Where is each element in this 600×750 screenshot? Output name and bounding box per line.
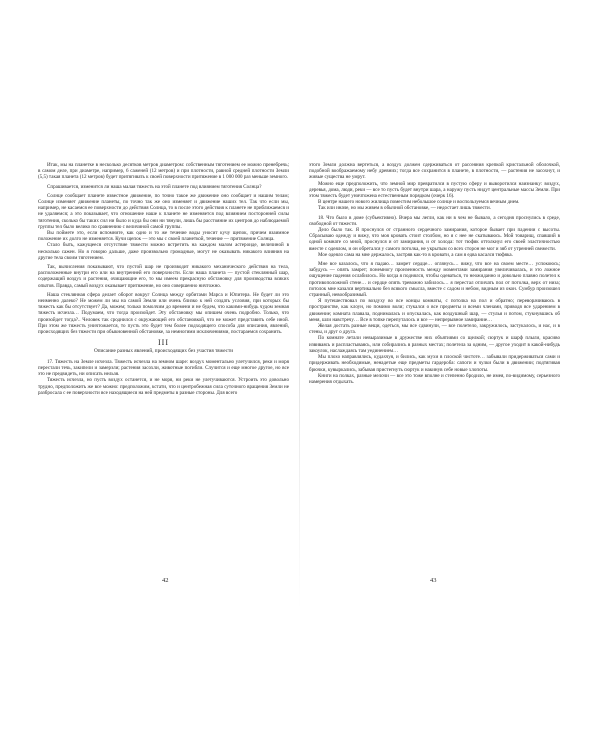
paragraph: Мое одеяло сама на мне держалось, застряв как-то в кровати, а сам я едва касался тюфяка. (318, 251, 513, 258)
paragraph: Можно еще предположить, что земной мир превратился в пустую сферу и выворотился наизнанку: воздух, деревья, дома, люди, реки — все то пусть будет внутри шара, а наружу пусть нидут центральные массы Земли. При этом тяжесть будет уничтожена естественным порядком (очерк 16). (309, 180, 560, 200)
paragraph: Тяжесть исчезла, но пусть воздух останется, и не моря, ни реки не улетучиваются. Устроить это довольно трудно, предположить же все можно: предположим, кстати, что и центробежная сила суточного вращения Земли не разбросала с ее поверхности все находящиеся на ней предметы в разные стороны. Для всего (38, 377, 289, 396)
page-number-left: 42 (162, 577, 169, 584)
paragraph: Мы плохо направлялись, кудахчуя, и бились, как мухи в плоской чистоте… забывали придерживаться сами и придерживать необходимые, ненадетые еще предметы гардероба: сапоги и чулки были в движении; подтягивая брючки, кувыркались, забывая пристегнуть сюртук и накинув себе новые хлопоты. (309, 354, 560, 373)
paragraph: Я путешествовал по воздуху во все концы комнаты, с потолка на пол и обратно; переворачиваюсь в пространстве, как клоун, но помимо воли; стукался о все предметы и всеми членами, приводя все ударением в движение; комната плавала, поднималась и опускалась, как воздушный шар, — стулья и потом, стукнувшись об меня, шли навстречу… Все в топке перепуталось и все — непрерывное замирание… (309, 298, 560, 323)
paragraph: В центре нашего нового жилища поместим небольшое солнце и воспользуемся вечным днем. (318, 199, 520, 206)
paragraph: Желая достать разные вещи, одеться, мы все сдвинули, — все полетело, закружилось, застукалось, и нас, и в стены, и друг о друга. (309, 323, 560, 336)
paragraph: Солнце сообщает планете известное движение, по точно такое же движение оно сообщает и нашим телам; Солнце изменяет движение планеты, по точно так же оно изменяет и движение наших тел. Так что если мы, например, не касаемся ее поверхности до действия Солнца, то в после этого действия к планете не приближаемся и не удаляемся; а это показывает, что отношение наше к планете не изменяется под влиянием посторонней силы тяготения, сколько бы таких сил ни было и куда бы они ни тянули, лишь бы расстояние их центров до наблюдаемой группы тел было велико по сравнению с величиной самой группы. (38, 192, 289, 230)
paragraph: Итак, мы на планетке в несколько десятков метров диаметром: собственным тяготением ее можно пренебречь; в самом деле, при диаметре, например, 6 саженей (12 метров) и при плотности, равной средней плотности Земли (5,5) такая планета (12 метров) будет притягивать к своей поверхности притяжение в 1 000 000 раз меньше земного. (38, 162, 289, 181)
page-number-right: 43 (430, 577, 437, 584)
paragraph: По комнате летали невыразимые в дружестве них объятиями со щелкой; сюртук и шарф плыли, красиво извиваясь и распластываясь, или собирались в разных местах; полетела за одним, — другое уходит в какой-нибудь закоулок, наслаждаясь там уединением… (309, 335, 560, 354)
paragraph: Книги на полках, разные мелочи — все это тоже вполне и степенно бродило, не имея, по-видимому, серьезного намерения отдыхать. (309, 372, 560, 385)
right-page (309, 162, 560, 617)
paragraph: Так, вычисления показывают, что пустой шар не производит никакого механического действия на тела, расположенные внутри его или на внутренней его поверхности. Если наша планета — пустой стеклянный шар, содержащий воздух и растения, очищающие его, то мы имеем прекрасную обстановку для производства всяких опытов. Правда, самый воздух оказывает притяжение, но оно совершенно ничтожно. (38, 264, 289, 289)
paragraph: Дело было так. Я проснулся от странного сердечного замирания, которое бывает при падении с высоты. Сбрасываю одежду и вижу, что моя кровать стоит столбом, но я с нее не скатываюсь. Мой товарищ, спавший в одной комнате со мной, проснулся и от замирания, и от холода: тот тюфяк оттолкнул его своей эластичностью вместе с одеялом, и он обретался у самого потолка, не укрытым со всех сторон не мог и зяб от утренней свежести. (309, 227, 560, 252)
paragraph: Стало быть, кажущееся отсутствие тяжести можно встретить на каждом малом астероиде, величиной в несколько сажен. Но я говорю дальше, даже произвольно громадные, могут не оказывать никакого влияния на другие тела своим тяготением. (38, 242, 289, 261)
book-gutter (299, 150, 300, 610)
paragraph: Наша стеклянная сфера делает оборот вокруг Солнца между орбитами Марса и Юпитера. Не будет ли это неименно далеко? Не можем ли мы на самой Земли или очень близко к ней создать условия, при которых бы тяжесть как бы отсутствует? Да, можем; только помолчим до времени и не будем, что какими-нибудь чудом земная тяжесть исчезла… Подумаем, что тогда произойдет. Эту обстановку мы опишем очень подробно. Только, что произойдет тогда?.. Человек так сроднился с окружающей его обстановкой, что не может представить себе иной. При этом же тяжесть уничтожается, то пусть это будет тем более подходящего способа для описания, явлений, происходящих без тяжести при обыкновенной обстановке, за немногими исключениями, постараемся сохранить. (38, 291, 289, 336)
paragraph: 18. Что было в доме (субъективно). Вчера мы легли, как ни в чем не бывало, а сегодня проснулись в среде, свободной от тяжести. (309, 214, 560, 227)
paragraph: Так или иначе, но мы живем в обычной обстановке, — недостает лишь тяжести. (318, 205, 491, 212)
left-page (38, 162, 289, 617)
section-number: III (158, 338, 169, 348)
section-title: Описание разных явлений, происходящих без участия тяжести (94, 348, 233, 355)
paragraph: Вы поймете это, если вспомните, как одно и то же течение воды уносит кучу щепок, причем взаимное положение их долго не изменяется. Кучи щепок — это мы с своей планеткой, течение — притяжение Солнца. (38, 230, 289, 243)
paragraph: Спрашивается, изменится ли наша малая тяжесть на этой планете под влиянием тяготения Солнца? (47, 183, 262, 190)
paragraph: 17. Тяжесть на Земле исчезла. Тяжесть исчезла на земном шаре: воздух моментально улетучился, реки и моря перестали течь, закипели и замерзли; растения засохли, животные погибли. Случится и еще многое другое, но все это не предвидеть, ни описать нельзя. (38, 358, 289, 378)
paragraph: этого Земли должна вертеться, а воздух должен сдерживаться от рассеяния крепкой кристальной оболочкой, подобной воображаемому небу древних; тогда все сохранится в планете, в плотности, — растения не засохнут, и живые существа не умрут. (309, 162, 560, 181)
paragraph: Мне все казалось, что я падаю… замрет сердце… оглянусь… вижу, что все на своем месте… успокоюсь; забудусь — опять замрет; понемногу пронзенность между моментами замирания увеличивалась, и это ложное ощущение падения ослабилось. Но когда я поднялся, чтобы одеваться, то неожиданно и довольно плавно полетел к противоположной стене… и сердце опять тревожно забилось… я перестал отличать пол от потолка, верх от низа; потолок мне казался вертикально без всякого смысла, вместе с садом и небом, видным из окон. Сумбур произошел странный, невообразимый. (309, 261, 560, 299)
